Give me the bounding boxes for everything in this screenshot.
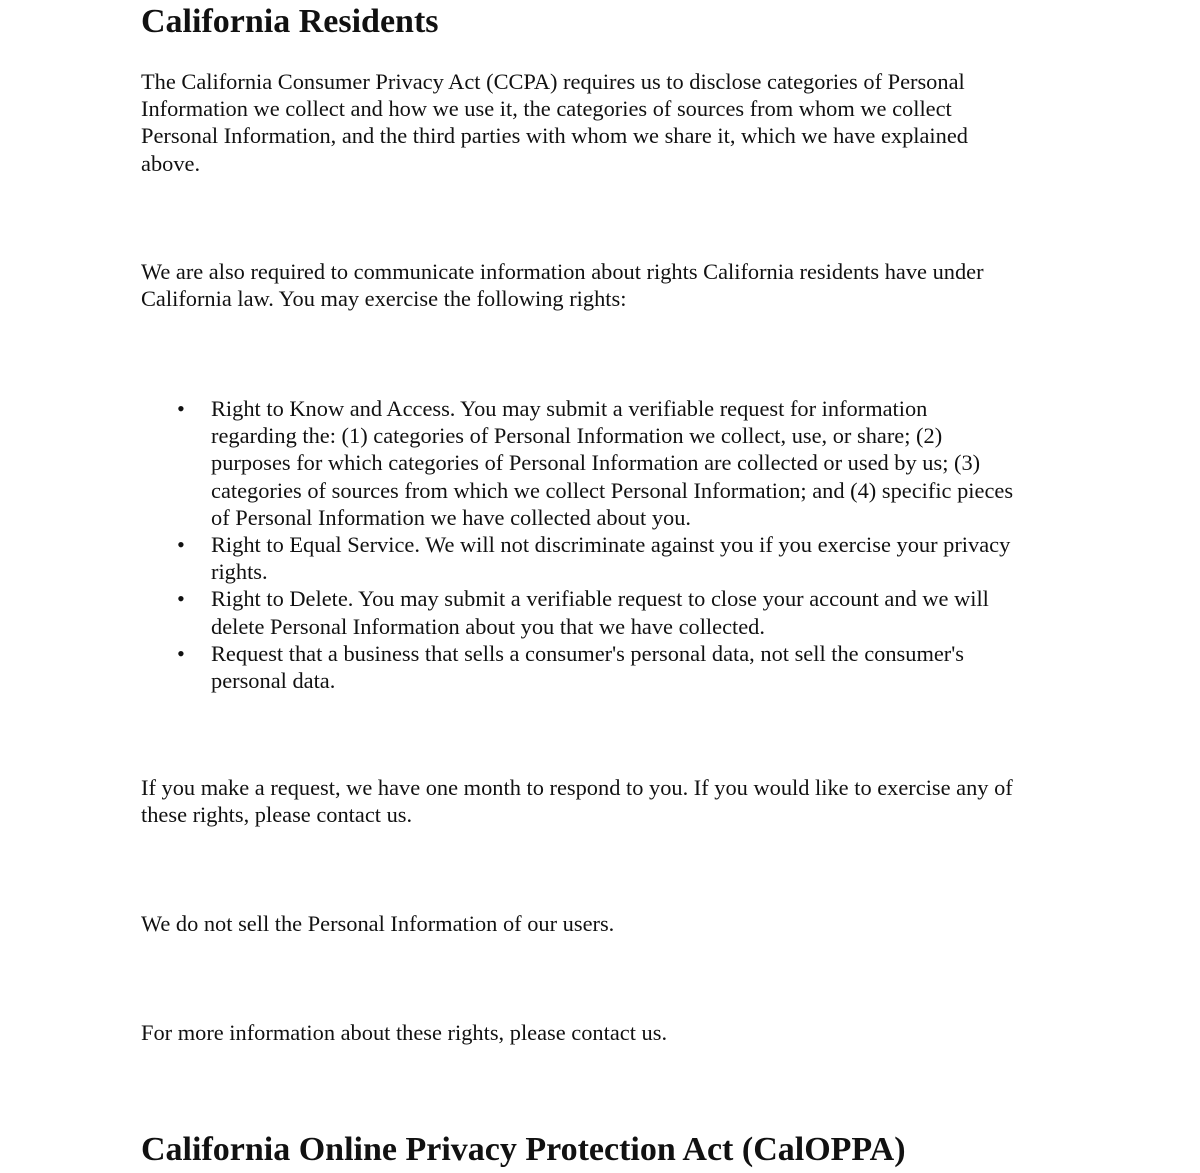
text-line: Right to Equal Service. We will not discriminate against you if you exercise your privacy	[211, 532, 1011, 558]
text-line: Right to Delete. You may submit a verifiable request to close your account and we will	[211, 586, 989, 612]
text-line: rights.	[211, 559, 268, 585]
paragraph-rights-intro	[141, 258, 984, 312]
list-item-right-to-know	[141, 395, 1013, 531]
list-item-equal-service	[141, 531, 1013, 585]
text-line: Information we collect and how we use it, the categories of sources from whom we collect	[141, 96, 952, 122]
text-line: above.	[141, 150, 201, 176]
text-line: these rights, please contact us.	[141, 802, 413, 828]
text-line: Request that a business that sells a consumer's personal data, not sell the consumer's	[211, 640, 965, 666]
text-line: regarding the: (1) categories of Personal Information we collect, use, or share; (2)	[211, 423, 943, 449]
text-line: The California Consumer Privacy Act (CCPA) requires us to disclose categories of Personal	[141, 69, 965, 94]
text-line: If you make a request, we have one month to respond to you. If you would like to exercise any of	[141, 775, 1013, 800]
bullet-icon: •	[177, 586, 185, 612]
paragraph-more-info	[141, 1019, 667, 1046]
bullet-icon: •	[177, 532, 185, 558]
text-line: delete Personal Information about you that we have collected.	[211, 613, 765, 639]
paragraph-response-time	[141, 774, 1013, 828]
text-line: categories of sources from which we collect Personal Information; and (4) specific pieces	[211, 477, 1014, 503]
text-line: California law. You may exercise the following rights:	[141, 286, 627, 312]
heading-caloppa: California Online Privacy Protection Act (CalOPPA)	[141, 1131, 906, 1168]
bullet-icon: •	[177, 640, 185, 666]
rights-list	[141, 395, 1013, 694]
bullet-icon: •	[177, 396, 185, 421]
heading-california-residents: California Residents	[141, 3, 439, 40]
list-item-right-to-delete	[141, 585, 1013, 639]
list-item-do-not-sell	[141, 640, 1013, 694]
text-line: We are also required to communicate information about rights California residents have under	[141, 259, 984, 284]
paragraph-do-not-sell	[141, 910, 614, 937]
text-line: purposes for which categories of Personal Information are collected or used by us; (3)	[211, 450, 981, 476]
text-line: of Personal Information we have collected about you.	[211, 504, 691, 530]
text-line: Right to Know and Access. You may submit a verifiable request for information	[211, 396, 928, 421]
text-line: We do not sell the Personal Information of our users.	[141, 911, 615, 936]
paragraph-ccpa-intro	[141, 68, 968, 177]
text-line: Personal Information, and the third parties with whom we share it, which we have explained	[141, 123, 968, 149]
text-line: personal data.	[211, 668, 336, 694]
text-line: For more information about these rights, please contact us.	[141, 1020, 668, 1045]
